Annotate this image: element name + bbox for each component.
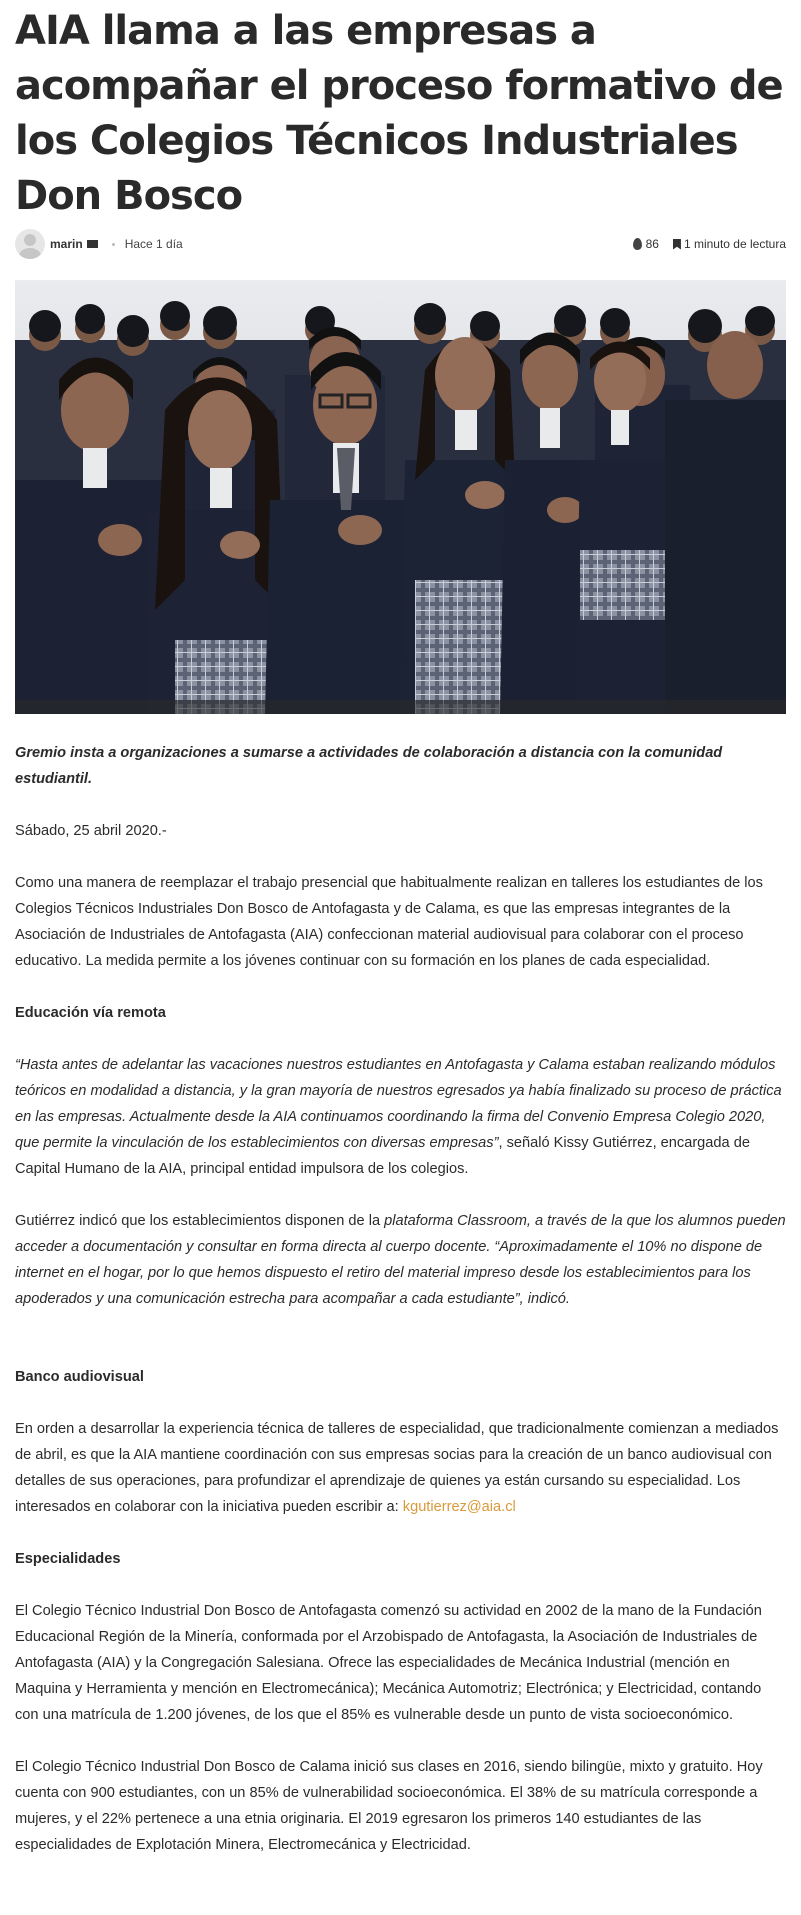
article-stats: [633, 237, 786, 251]
paragraph-2: [15, 1052, 786, 1182]
view-count: 86: [645, 237, 659, 251]
paragraph-3: [15, 1208, 786, 1312]
post-time: Hace 1 día: [124, 237, 183, 251]
read-time: 1 minuto de lectura: [683, 237, 786, 251]
article-meta: [15, 226, 786, 262]
paragraph-3-quote: plataforma Classroom, a través de la que los alumnos pueden acceder a documentación y consultar en forma directa al cuerpo docente. “Aproximadamente el 10% no dispone de internet en el hogar, por lo que hemos dispuesto el retiro del material impreso desde los establecimientos para los apoderados y una comunicación estrecha para acompañar a cada estudiante”, indicó.: [15, 1213, 786, 1307]
article-photo: [15, 280, 786, 714]
author-avatar[interactable]: [15, 229, 45, 259]
contact-email-link[interactable]: kgutierrez@aia.cl: [402, 1499, 516, 1515]
article-date: Sábado, 25 abril 2020.-: [15, 823, 167, 839]
paragraph-4: [15, 1416, 786, 1520]
article-lead: Gremio insta a organizaciones a sumarse a actividades de colaboración a distancia con la comunidad estudiantil.: [15, 745, 723, 787]
bookmark-icon: [673, 239, 681, 250]
subheading-audiovisual-bank: Banco audiovisual: [15, 1369, 144, 1385]
paragraph-1: Como una manera de reemplazar el trabajo presencial que habitualmente realizan en talleres los estudiantes de los Colegios Técnicos Industriales Don Bosco de Antofagasta y de Calama, es que las empresas integrantes de la Asociación de Industriales de Antofagasta (AIA) confeccionan material audiovisual para colaborar con el proceso educativo. La medida permite a los jóvenes continuar con su formación en los planes de cada especialidad.: [15, 875, 763, 969]
fire-icon: [633, 238, 642, 250]
article-body: [15, 740, 786, 1858]
subheading-remote-education: Educación vía remota: [15, 1005, 166, 1021]
paragraph-2-rest: , señaló Kissy Gutiérrez, encargada de Capital Humano de la AIA, principal entidad impulsora de los colegios.: [15, 1135, 750, 1177]
separator-dot: [112, 243, 115, 246]
article-title: AIA llama a las empresas a acompañar el proceso formativo de los Colegios Técnicos Industriales Don Bosco: [15, 8, 783, 219]
students-photo-illustration: [15, 280, 786, 714]
author-name[interactable]: marin: [50, 237, 83, 251]
subheading-specialties: Especialidades: [15, 1551, 121, 1567]
paragraph-4-text: En orden a desarrollar la experiencia técnica de talleres de especialidad, que tradicionalmente comienzan a mediados de abril, es que la AIA mantiene coordinación con sus empresas socias para la creación de un banco audiovisual con detalles de sus operaciones, para profundizar el aprendizaje de quienes ya están cursando su especialidad. Los interesados en colaborar con la iniciativa pueden escribir a:: [15, 1421, 779, 1515]
mail-icon[interactable]: [87, 240, 98, 248]
paragraph-6: El Colegio Técnico Industrial Don Bosco de Calama inició sus clases en 2016, siendo bilingüe, mixto y gratuito. Hoy cuenta con 900 estudiantes, con un 85% de vulnerabilidad socioeconómica. El 38% de su matrícula corresponde a mujeres, y el 22% pertenece a una etnia originaria. El 2019 egresaron los primeros 140 estudiantes de las especialidades de Explotación Minera, Electromecánica y Electricidad.: [15, 1759, 763, 1853]
paragraph-5: El Colegio Técnico Industrial Don Bosco de Antofagasta comenzó su actividad en 2002 de la mano de la Fundación Educacional Región de la Minería, conformada por el Arzobispado de Antofagasta, la Asociación de Industriales de Antofagasta (AIA) y la Congregación Salesiana. Ofrece las especialidades de Mecánica Industrial (mención en Maquina y Herramienta y mención en Electromecánica); Mecánica Automotriz; Electrónica; y Electricidad, contando con una matrícula de 1.200 jóvenes, de los que el 85% es vulnerable desde un punto de vista socioeconómico.: [15, 1603, 762, 1723]
paragraph-2-quote: “Hasta antes de adelantar las vacaciones nuestros estudiantes en Antofagasta y Calama estaban realizando módulos teóricos en modalidad a distancia, y la gran mayoría de nuestros egresados ya había finalizado su proceso de práctica en las empresas. Actualmente desde la AIA continuamos coordinando la firma del Convenio Empresa Colegio 2020, que permite la vinculación de los establecimientos con diversas empresas”: [15, 1057, 782, 1151]
paragraph-3-start: Gutiérrez indicó que los establecimientos disponen de la: [15, 1213, 385, 1229]
